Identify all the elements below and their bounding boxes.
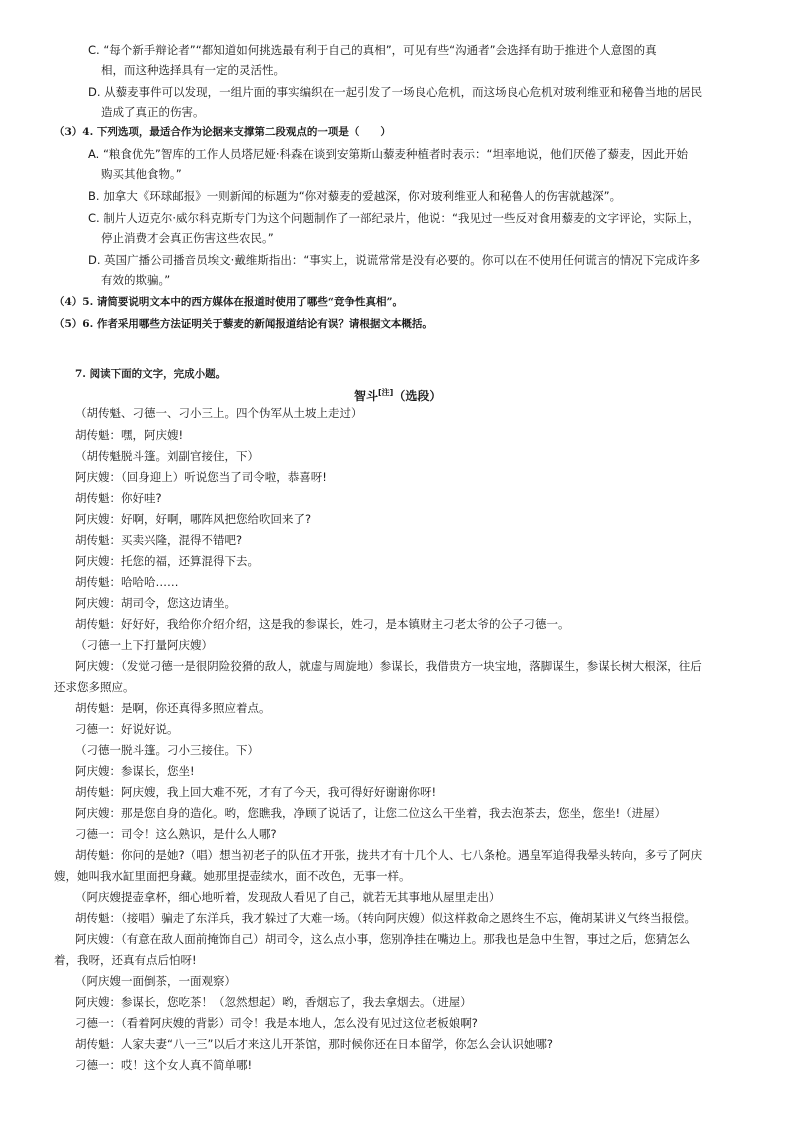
q4-option-d-line1: D. 英国广播公司播音员埃文·戴维斯指出：“事实上，说谎常常是没有必要的。你可以在不使用任何谎言的情况下完成许多 bbox=[88, 253, 701, 267]
play-title-suffix: （选段） bbox=[393, 389, 442, 403]
play-title-note: [注] bbox=[378, 388, 394, 397]
play-line: 胡传魁：阿庆嫂，我上回大难不死，才有了今天，我可得好好谢谢你呀! bbox=[75, 785, 437, 799]
play-line: 胡传魁：（接唱）骗走了东洋兵，我才躲过了大难一场。（转向阿庆嫂）似这样救命之恩终生不忘，俺胡某讲义气终当报偿。 bbox=[75, 911, 696, 925]
play-line: 刁德一：好说好说。 bbox=[75, 722, 179, 736]
play-line: 阿庆嫂：（发觉刁德一是很阴险狡猾的敌人，就虚与周旋地）参谋长，我借贵方一块宝地，落脚谋生，参谋长树大根深，往后 bbox=[75, 659, 702, 673]
play-line: 阿庆嫂：好啊，好啊，哪阵风把您给吹回来了? bbox=[75, 512, 312, 526]
q3-option-c-line1: C. “每个新手辩论者”“都知道如何挑选最有利于自己的真相”，可见有些“沟通者”会选择有助于推进个人意图的真 bbox=[88, 43, 657, 57]
play-line: 阿庆嫂：（有意在敌人面前掩饰自己）胡司令，这么点小事，您别净挂在嘴边上。那我也是急中生智，事过之后，您猜怎么 bbox=[75, 932, 691, 946]
q3-option-c-line2: 相，而这种选择具有一定的灵活性。 bbox=[101, 63, 285, 77]
play-line: （阿庆嫂一面倒茶，一面观察） bbox=[75, 974, 236, 988]
play-line: 胡传魁：你问的是她?（唱）想当初老子的队伍才开张，拢共才有十几个人、七八条枪。遇皇军追得我晕头转向，多亏了阿庆 bbox=[75, 848, 703, 862]
q4-option-c-line2: 停止消费才会真正伤害这些农民。” bbox=[101, 231, 274, 245]
question-7-intro: 7. 阅读下面的文字，完成小题。 bbox=[75, 368, 227, 380]
play-line: 胡传魁：你好哇? bbox=[75, 491, 162, 505]
question-6: （5）6. 作者采用哪些方法证明关于藜麦的新闻报道结论有误？请根据文本概括。 bbox=[54, 318, 433, 330]
q3-option-d-line2: 造成了真正的伤害。 bbox=[101, 105, 205, 119]
question-4-stem: （3）4. 下列选项，最适合作为论据来支撑第二段观点的一项是（ ） bbox=[54, 126, 391, 138]
play-line: 阿庆嫂：参谋长，您坐! bbox=[75, 764, 195, 778]
play-line: 着，我呀，还真有点后怕呀! bbox=[54, 953, 197, 967]
q4-option-a-line1: A. “粮食优先”智库的工作人员塔尼娅·科森在谈到安第斯山藜麦种植者时表示：“坦率地说，他们厌倦了藜麦，因此开始 bbox=[88, 147, 688, 161]
play-line: 刁德一：（看着阿庆嫂的背影）司令！我是本地人，怎么没有见过这位老板娘啊? bbox=[75, 1016, 478, 1030]
play-line: 阿庆嫂：那是您自身的造化。哟，您瞧我，净顾了说话了，让您二位这么干坐着，我去泡茶去，您坐，您坐!（进屋） bbox=[75, 806, 667, 820]
play-line: 阿庆嫂：参谋长，您吃茶！（忽然想起）哟，香烟忘了，我去拿烟去。（进屋） bbox=[75, 995, 472, 1009]
q4-option-d-line2: 有效的欺骗。” bbox=[101, 273, 171, 287]
play-line: 刁德一：哎！这个女人真不简单哪! bbox=[75, 1058, 253, 1072]
play-line: 胡传魁：哈哈哈…… bbox=[75, 575, 179, 589]
play-title bbox=[354, 385, 441, 404]
play-line: 阿庆嫂：（回身迎上）听说您当了司令啦，恭喜呀! bbox=[75, 470, 327, 484]
play-line: 胡传魁：人家夫妻“八一三”以后才来这儿开茶馆，那时候你还在日本留学，你怎么会认识她哪? bbox=[75, 1037, 554, 1051]
play-line: （胡传魁脱斗篷。刘副官接住，下） bbox=[75, 449, 259, 463]
question-5: （4）5. 请简要说明文本中的西方媒体在报道时使用了哪些“竞争性真相”。 bbox=[54, 296, 404, 308]
play-line: （胡传魁、刁德一、刁小三上。四个伪军从土坡上走过） bbox=[75, 406, 363, 420]
play-line: 还求您多照应。 bbox=[54, 680, 135, 694]
play-line: （刁德一上下打量阿庆嫂） bbox=[75, 638, 213, 652]
q4-option-a-line2: 购买其他食物。” bbox=[101, 167, 182, 181]
play-line: （刁德一脱斗篷。刁小三接住。下） bbox=[75, 743, 259, 757]
play-line: 阿庆嫂：托您的福，还算混得下去。 bbox=[75, 554, 259, 568]
q4-option-c-line1: C. 制片人迈克尔·威尔科克斯专门为这个问题制作了一部纪录片，他说：“我见过一些反对食用藜麦的文字评论，实际上， bbox=[88, 211, 700, 225]
q4-option-b: B. 加拿大《环球邮报》一则新闻的标题为“你对藜麦的爱越深，你对玻利维亚人和秘鲁人的伤害就越深”。 bbox=[88, 189, 622, 203]
play-line: 胡传魁：是啊，你还真得多照应着点。 bbox=[75, 701, 271, 715]
play-line: 刁德一：司令！这么熟识，是什么人哪? bbox=[75, 827, 277, 841]
play-line: 胡传魁：好好好，我给你介绍介绍，这是我的参谋长，姓刁，是本镇财主刁老太爷的公子刁德一。 bbox=[75, 617, 570, 631]
q3-option-d-line1: D. 从藜麦事件可以发现，一组片面的事实编织在一起引发了一场良心危机，而这场良心危机对玻利维亚和秘鲁当地的居民 bbox=[88, 85, 703, 99]
play-line: 胡传魁：买卖兴隆，混得不错吧? bbox=[75, 533, 243, 547]
play-title-main: 智斗 bbox=[354, 389, 379, 403]
play-line: 阿庆嫂：胡司令，您这边请坐。 bbox=[75, 596, 236, 610]
play-line: （阿庆嫂提壶拿杯，细心地听着，发现敌人看见了自己，就若无其事地从屋里走出） bbox=[75, 890, 501, 904]
play-line: 嫂，她叫我水缸里面把身藏。她那里提壶续水，面不改色，无事一样。 bbox=[54, 869, 411, 883]
play-line: 胡传魁：嘿，阿庆嫂! bbox=[75, 428, 184, 442]
